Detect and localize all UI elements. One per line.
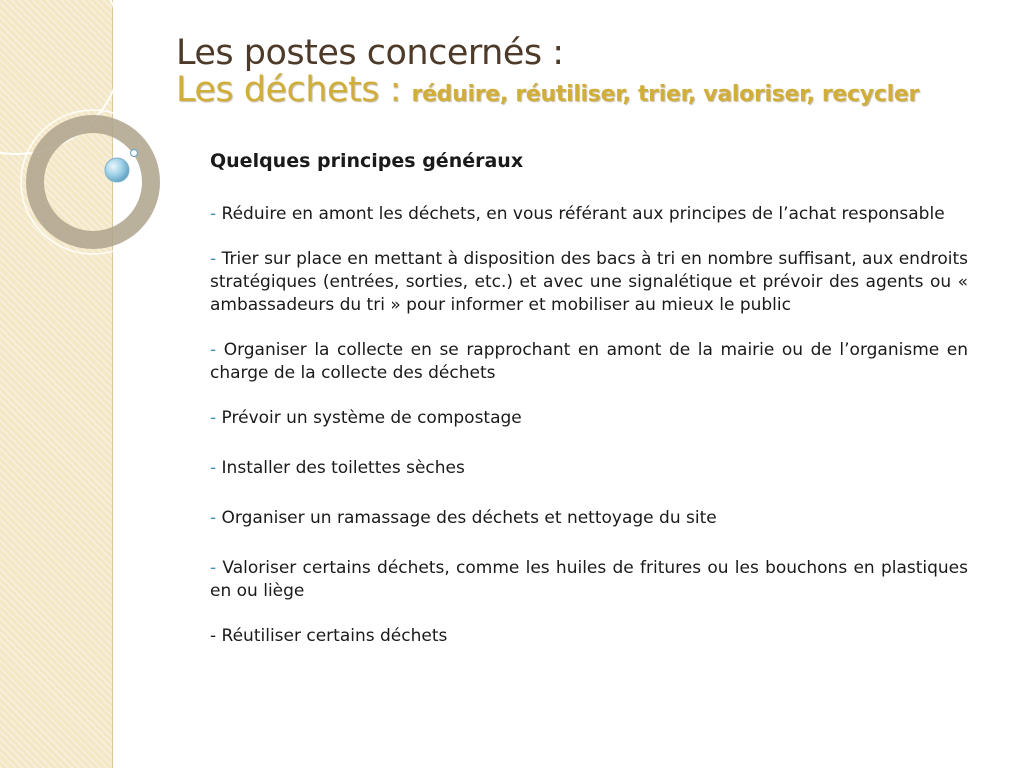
title-main: Les déchets : [176, 70, 401, 110]
list-item-text: Organiser la collecte en se rapprochant en amont de la mairie ou de l’organisme en charge de la collecte des déchets [210, 340, 968, 383]
list-item-text: Prévoir un système de compostage [221, 408, 522, 428]
bullet-dash: - [210, 340, 217, 360]
list-item [210, 203, 968, 226]
bullet-dash: - [210, 204, 217, 224]
bullet-dash: - [210, 558, 217, 578]
list-item [210, 457, 968, 480]
list-item [210, 339, 968, 385]
list-item-text: Réutiliser certains déchets [221, 626, 448, 646]
list-item [210, 557, 968, 603]
list-item-text: Réduire en amont les déchets, en vous référant aux principes de l’achat responsable [221, 204, 945, 224]
title-subtitle: réduire, réutiliser, trier, valoriser, recycler [411, 82, 919, 107]
section-heading: Quelques principes généraux [210, 150, 524, 172]
list-item [210, 507, 968, 530]
title-line-2 [176, 70, 919, 110]
list-item [210, 248, 968, 317]
list-item-text: Organiser un ramassage des déchets et nettoyage du site [221, 508, 717, 528]
title-line-1: Les postes concernés : [176, 33, 564, 73]
decorative-dot [131, 150, 138, 157]
decorative-sidebar [0, 0, 113, 768]
bullet-dash: - [210, 508, 217, 528]
list-item [210, 625, 968, 648]
bullet-dash: - [210, 458, 217, 478]
list-item-text: Installer des toilettes sèches [221, 458, 465, 478]
slide-content [210, 150, 968, 670]
bullet-dash: - [210, 408, 217, 428]
bullet-dash: - [210, 626, 217, 646]
list-item-text: Valoriser certains déchets, comme les huiles de fritures ou les bouchons en plastiques en ou liège [210, 558, 969, 601]
bullet-dash: - [210, 249, 217, 269]
slide-title [176, 33, 919, 110]
list-item [210, 407, 968, 430]
list-item-text: Trier sur place en mettant à disposition des bacs à tri en nombre suffisant, aux endroits stratégiques (entrées, sorties, etc.) et avec une signalétique et prévoir des agents ou « ambassadeurs du tri » pour informer et mobiliser au mieux le public [210, 249, 969, 315]
